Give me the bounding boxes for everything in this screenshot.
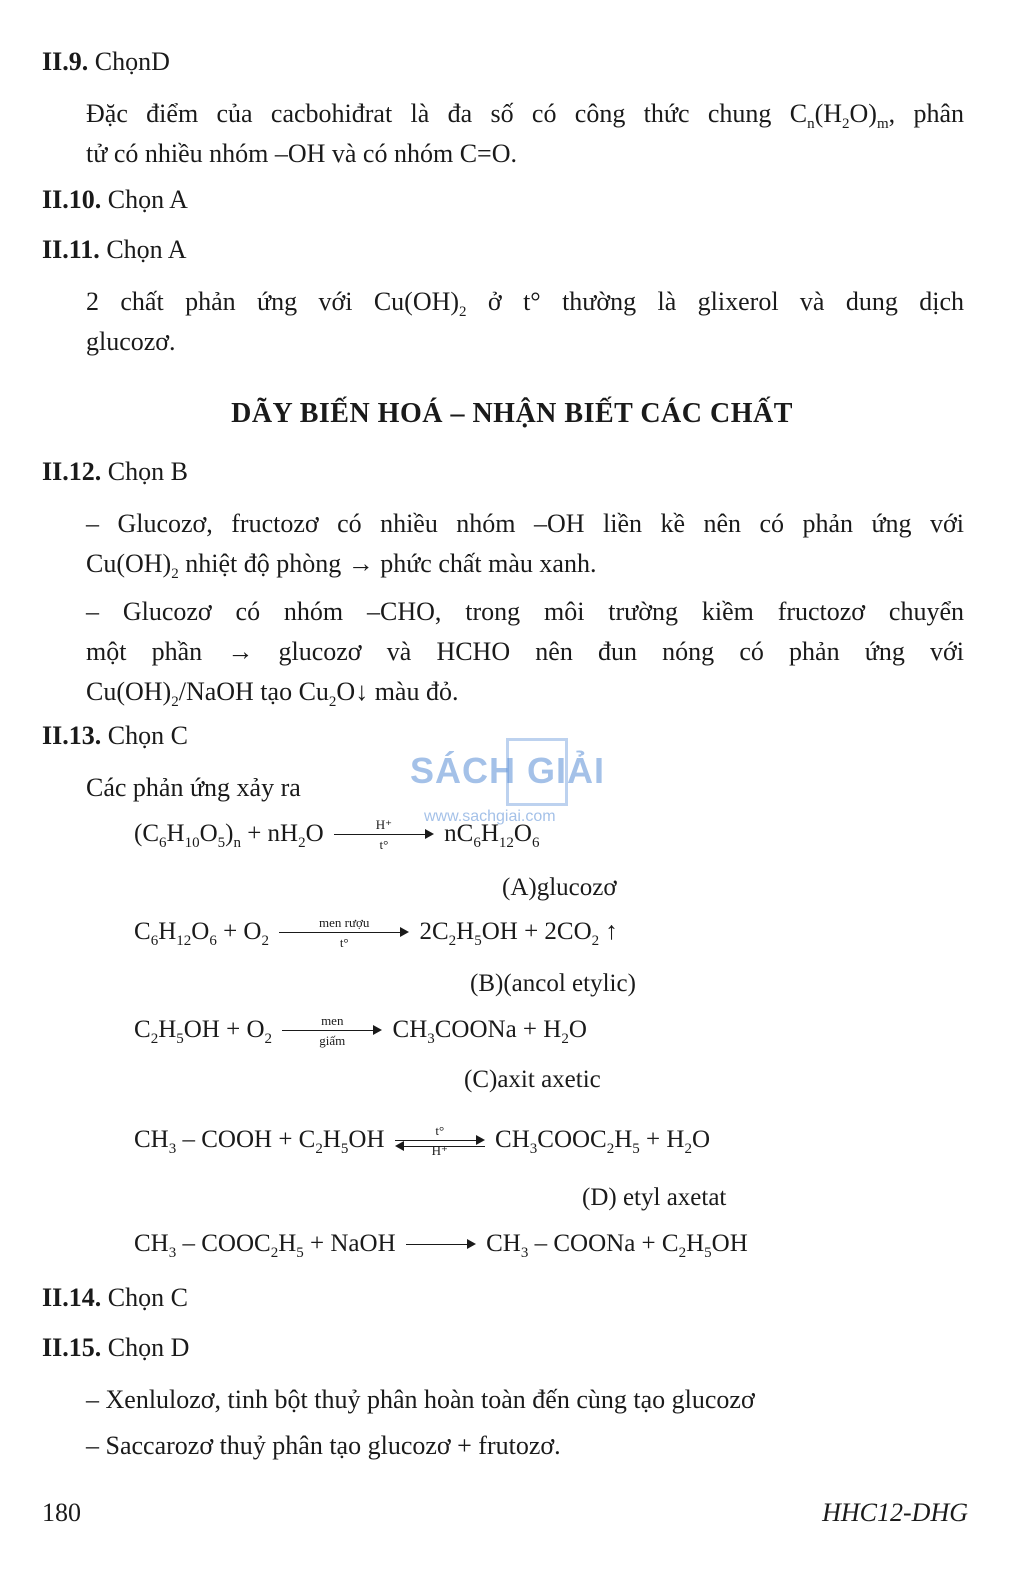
item-II11-heading: II.11. Chọn A	[42, 235, 187, 264]
item-II14-heading: II.14. Chọn C	[42, 1283, 188, 1312]
item-II13-intro: Các phản ứng xảy ra	[86, 773, 301, 802]
item-II13-heading: II.13. Chọn C	[42, 721, 188, 750]
equation-2: $C_6H_{12}O_6 + O_2$ men rượu t° $2C_2H_5OH + 2CO_2$ ↑	[134, 915, 618, 951]
item-II15-para-1: – Xenlulozơ, tinh bột thuỷ phân hoàn toàn đến cùng tạo glucozơ	[86, 1385, 755, 1414]
item-number: II.9.	[42, 47, 89, 76]
item-II10-heading: II.10. Chọn A	[42, 185, 188, 214]
item-II9-para-2: tử có nhiều nhóm –OH và có nhóm C=O.	[86, 139, 517, 168]
item-II15-heading: II.15. Chọn D	[42, 1333, 190, 1362]
item-II12-heading: II.12. Chọn B	[42, 457, 188, 486]
item-II12-para-1: – Glucozơ, fructozơ có nhiều nhóm –OH liền kề nên có phản ứng với	[86, 509, 964, 538]
item-II9-heading	[42, 46, 170, 78]
item-II15-para-2: – Saccarozơ thuỷ phân tạo glucozơ + frutozơ.	[86, 1431, 561, 1460]
reaction-arrow: men giấm	[282, 1014, 382, 1048]
item-II9-para-1: Đặc điểm của cacbohiđrat là đa số có công thức chung $C_n(H_2O)_m$, phân	[86, 99, 964, 133]
equation-4-label: (D) etyl axetat	[582, 1184, 727, 1211]
reaction-arrow	[406, 1228, 476, 1262]
reaction-arrow: $\frac{H^+}{t^\circ}$	[334, 818, 434, 852]
item-II12-para-5: $Cu(OH)_2$/NaOH tạo $Cu_2O↓$ màu đỏ.	[86, 677, 459, 711]
watermark-url: www.sachgiai.com	[424, 808, 556, 825]
item-II12-para-4: một phần → glucozơ và HCHO nên đun nóng có phản ứng với	[86, 637, 964, 666]
equation-3: $C_2H_5OH + O_2$ men giấm $CH_3COONa + H_2O$	[134, 1013, 587, 1049]
equation-4: $CH_3$ – COOH + $C_2H_5OH$ t° H⁺ $CH_3COOC_2H_5 + H_2O$	[134, 1123, 711, 1159]
item-II12-para-3: – Glucozơ có nhóm –CHO, trong môi trường kiềm fructozơ chuyển	[86, 597, 964, 626]
book-code: HHC12-DHG	[822, 1498, 968, 1527]
equation-1: $(C_6H_{10}O_5)_n + nH_2O$ $\frac{H^+}{t^\circ}$ $nC_6H_{12}O_6$	[134, 817, 540, 853]
equation-3-label: (C)axit axetic	[464, 1066, 601, 1093]
equation-1-label: (A)glucozơ	[502, 874, 617, 901]
page-number: 180	[42, 1498, 81, 1527]
section-title: DÃY BIẾN HOÁ – NHẬN BIẾT CÁC CHẤT	[231, 398, 793, 429]
item-II11-para-1: 2 chất phản ứng với $Cu(OH)_2$ ở t° thường là glixerol và dung dịch	[86, 287, 964, 321]
reaction-arrow: men rượu t°	[279, 916, 409, 950]
reversible-arrow: t° H⁺	[395, 1124, 485, 1158]
equation-2-label: (B)(ancol etylic)	[470, 970, 636, 997]
item-II11-para-2: glucozơ.	[86, 327, 176, 356]
item-answer: ChọnD	[88, 47, 170, 76]
watermark-text: SÁCH GIẢI	[410, 750, 606, 791]
equation-5: $CH_3$ – $COOC_2H_5$ + NaOH $CH_3$ – COONa + $C_2H_5OH$	[134, 1230, 748, 1261]
item-II12-para-2: $Cu(OH)_2$ nhiệt độ phòng → phức chất màu xanh.	[86, 549, 597, 583]
